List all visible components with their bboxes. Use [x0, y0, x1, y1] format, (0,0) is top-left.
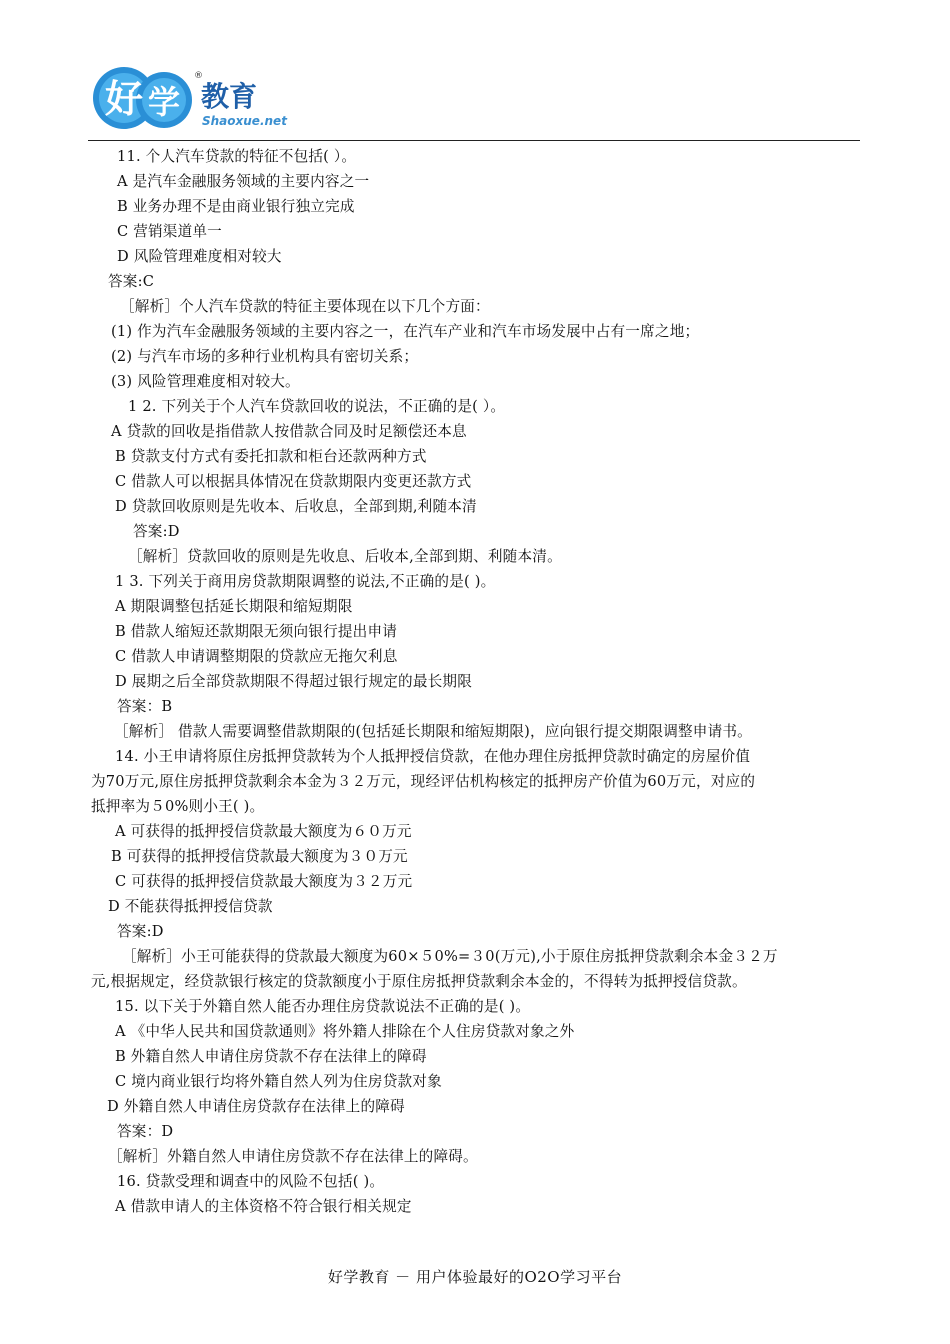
q11-option-c: C 营销渠道单一 — [117, 223, 222, 240]
q11-analysis-1: (1) 作为汽车金融服务领域的主要内容之一，在汽车产业和汽车市场发展中占有一席之地； — [111, 323, 700, 340]
q13-option-b: B 借款人缩短还款期限无须向银行提出申请 — [115, 623, 398, 640]
question-15: 15. 以下关于外籍自然人能否办理住房贷款说法不正确的是( )。 — [115, 998, 531, 1015]
q13-analysis: ［解析］ 借款人需要调整借款期限的(包括延长期限和缩短期限)，应向银行提交期限调整申请书。 — [114, 723, 752, 740]
question-14-line-2: 为70万元,原住房抵押贷款剩余本金为３２万元，现经评估机构核定的抵押房产价值为60万元，对应的 — [91, 773, 756, 790]
q11-analysis-3: (3) 风险管理难度相对较大。 — [111, 373, 300, 390]
q14-answer: 答案:D — [117, 923, 164, 940]
registered-mark: ® — [194, 71, 203, 81]
logo-char-1: 好 — [104, 77, 144, 121]
q14-analysis-line-1: ［解析］小王可能获得的贷款最大额度为60×５0%=３0(万元),小于原住房抵押贷款剩余本金３２万 — [122, 948, 778, 965]
page-header — [88, 62, 858, 142]
q12-option-c: C 借款人可以根据具体情况在贷款期限内变更还款方式 — [115, 473, 472, 490]
q14-analysis-line-2: 元,根据规定，经贷款银行核定的贷款额度小于原住房抵押贷款剩余本金的，不得转为抵押授信贷款。 — [91, 973, 747, 990]
q13-option-c: C 借款人申请调整期限的贷款应无拖欠利息 — [115, 648, 398, 665]
header-rule — [88, 140, 860, 141]
q11-analysis: ［解析］个人汽车贷款的特征主要体现在以下几个方面： — [120, 298, 490, 315]
q12-option-a: A 贷款的回收是指借款人按借款合同及时足额偿还本息 — [111, 423, 467, 440]
q13-option-a: A 期限调整包括延长期限和缩短期限 — [115, 598, 353, 615]
q12-answer: 答案:D — [133, 523, 180, 540]
q13-answer: 答案：B — [117, 698, 173, 715]
q14-option-c: C 可获得的抵押授信贷款最大额度为３２万元 — [115, 873, 413, 890]
logo-char-2: 学 — [147, 83, 181, 121]
q14-option-a: A 可获得的抵押授信贷款最大额度为６０万元 — [115, 823, 412, 840]
q15-analysis: ［解析］外籍自然人申请住房贷款不存在法律上的障碍。 — [108, 1148, 478, 1165]
q11-option-d: D 风险管理难度相对较大 — [117, 248, 282, 265]
question-13: 1 3. 下列关于商用房贷款期限调整的说法,不正确的是( )。 — [115, 573, 496, 590]
question-14-line-1: 14. 小王申请将原住房抵押贷款转为个人抵押授信贷款，在他办理住房抵押贷款时确定的房屋价值 — [115, 748, 751, 765]
q16-option-a: A 借款申请人的主体资格不符合银行相关规定 — [115, 1198, 412, 1215]
q11-option-b: B 业务办理不是由商业银行独立完成 — [117, 198, 355, 215]
question-12: 1 2. 下列关于个人汽车贷款回收的说法，不正确的是( ）。 — [128, 398, 506, 415]
logo-domain: Shaoxue.net — [202, 114, 287, 128]
question-11: 11. 个人汽车贷款的特征不包括( ）。 — [117, 148, 357, 165]
q15-option-a: A 《中华人民共和国贷款通则》将外籍人排除在个人住房贷款对象之外 — [115, 1023, 575, 1040]
q11-option-a: A 是汽车金融服务领域的主要内容之一 — [117, 173, 370, 190]
shaoxue-logo — [88, 62, 288, 142]
q12-option-d: D 贷款回收原则是先收本、后收息，全部到期,利随本清 — [115, 498, 477, 515]
q14-option-b: B 可获得的抵押授信贷款最大额度为３０万元 — [111, 848, 408, 865]
question-16: 16. 贷款受理和调查中的风险不包括( )。 — [117, 1173, 385, 1190]
q13-option-d: D 展期之后全部贷款期限不得超过银行规定的最长期限 — [115, 673, 472, 690]
page-footer: 好学教育 － 用户体验最好的O2O学习平台 — [327, 1268, 623, 1286]
q11-analysis-2: (2) 与汽车市场的多种行业机构具有密切关系； — [111, 348, 419, 365]
q15-option-c: C 境内商业银行均将外籍自然人列为住房贷款对象 — [115, 1073, 442, 1090]
q15-option-b: B 外籍自然人申请住房贷款不存在法律上的障碍 — [115, 1048, 427, 1065]
q15-answer: 答案：D — [117, 1123, 174, 1140]
q15-option-d: D 外籍自然人申请住房贷款存在法律上的障碍 — [107, 1098, 405, 1115]
logo-suffix: 教育 — [201, 80, 258, 113]
q12-option-b: B 贷款支付方式有委托扣款和柜台还款两种方式 — [115, 448, 427, 465]
q14-option-d: D 不能获得抵押授信贷款 — [108, 898, 273, 915]
question-14-line-3: 抵押率为５0%则小王( )。 — [91, 798, 265, 815]
q12-analysis: ［解析］贷款回收的原则是先收息、后收本,全部到期、利随本清。 — [128, 548, 562, 565]
q11-answer: 答案:C — [108, 273, 155, 290]
